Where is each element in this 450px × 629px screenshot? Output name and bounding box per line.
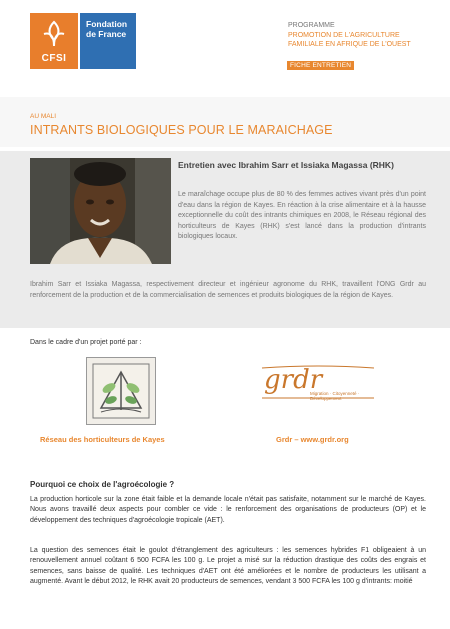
answer-paragraph-1: La production horticole sur la zone était faible et la demande locale n'était pas satisfaite, notamment sur le marché de Kayes. Nous avons travaillé deux aspects pour combler ce vide : le renforcement des organisations de producteurs (OP) et le développement des techniques d'agroécologie tropicale (AET). — [30, 496, 426, 524]
rhk-logo — [86, 357, 156, 425]
page-title: INTRANTS BIOLOGIQUES POUR LE MARAICHAGE — [30, 123, 333, 137]
cfsi-logo — [30, 13, 78, 69]
programme-title-line1: PROMOTION DE L'AGRICULTURE — [288, 31, 400, 39]
fondation-de-france-logo — [80, 13, 136, 69]
question-heading: Pourquoi ce choix de l'agroécologie ? — [30, 480, 175, 489]
fdf-logo-text: Fondation de France — [86, 19, 128, 39]
programme-block — [288, 21, 411, 50]
portrait-image — [30, 158, 171, 264]
grdr-tagline: Migration · Citoyenneté · Développement — [310, 391, 360, 401]
cfsi-logo-text: CFSI — [41, 53, 67, 64]
cfsi-emblem-icon — [40, 20, 68, 48]
grdr-caption[interactable]: Grdr – www.grdr.org — [276, 435, 349, 444]
rhk-emblem-icon — [87, 358, 155, 424]
region-label: AU MALI — [30, 113, 57, 120]
fiche-entretien-badge: FICHE ENTRETIEN — [287, 61, 354, 70]
interview-intro: Le maraîchage occupe plus de 80 % des femmes actives vivant près d'un point d'eau dans la région de Kayes. En réaction à la crise alimentaire et à la hausse exceptionnelle du coût des intrants chimiques en 2008, le Réseau régional des horticulteurs de Kayes (RHK) s'est lancé dans la production d'intrants biologiques locaux. — [178, 191, 426, 240]
title-band — [0, 97, 450, 147]
interview-heading: Entretien avec Ibrahim Sarr et Issiaka Magassa (RHK) — [178, 160, 394, 170]
rhk-caption: Réseau des horticulteurs de Kayes — [40, 435, 165, 444]
grdr-logo — [258, 360, 378, 406]
programme-label: PROGRAMME — [288, 22, 335, 29]
interviewee-presentation: Ibrahim Sarr et Issiaka Magassa, respectivement directeur et ingénieur agronome du RHK, travaillent l'ONG Grdr au renforcement de la production et de la commercialisation de semences et produits biologiques de la région de Kayes. — [30, 281, 426, 299]
answer-paragraph-2: La question des semences était le goulot d'étranglement des agriculteurs : les semences hybrides F1 obligeaient à un renouvellement annuel coûtant 6 500 FCFA les 100 g. Le projet a misé sur la réduction drastique des coûts des engrais et semences, sans baisse de qualité. Les techniques d'AET ont été améliorées et le nombre de producteurs les utilisant a augmenté. Avant le début 2012, le RHK avait 20 producteurs de semences, vendant 3 500 FCFA les 100 g d'intrants: moitié — [30, 547, 426, 585]
grdr-logo-text: grdr — [264, 365, 323, 395]
partners-intro: Dans le cadre d'un projet porté par : — [30, 339, 142, 346]
programme-title-line2: FAMILIALE EN AFRIQUE DE L'OUEST — [288, 41, 411, 48]
interviewee-photo — [30, 158, 171, 264]
